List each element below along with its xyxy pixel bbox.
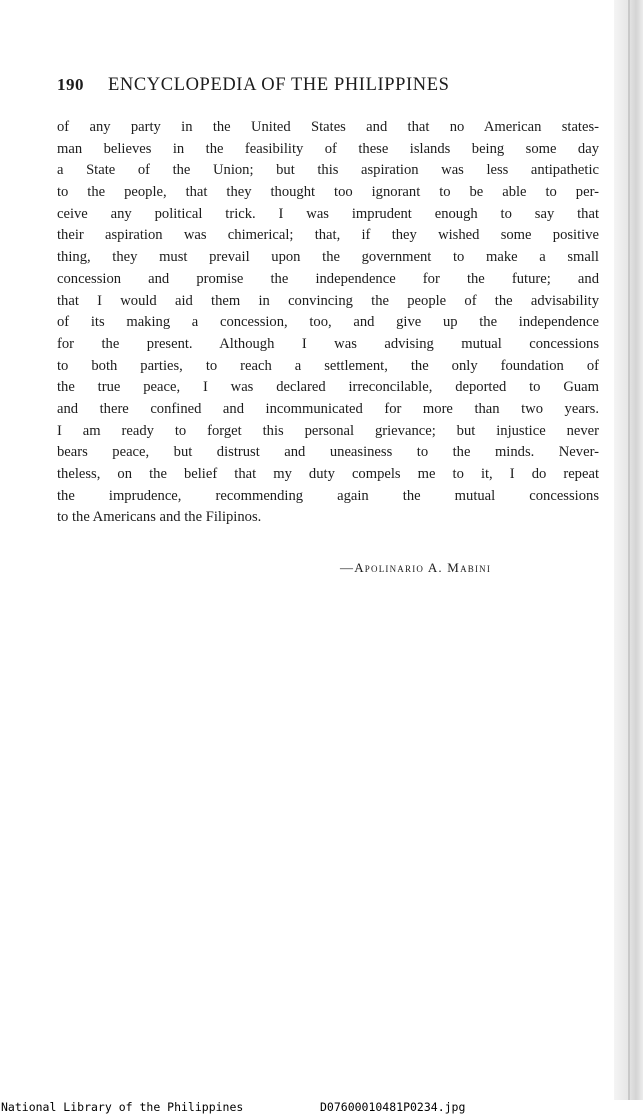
text-line: their aspiration was chimerical; that, if they wished some positive bbox=[57, 227, 599, 244]
text-line: of any party in the United States and that no American states- bbox=[57, 119, 599, 135]
scan-filename: D07600010481P0234.jpg bbox=[320, 1100, 466, 1114]
text-line: I am ready to forget this personal grievance; but injustice never bbox=[57, 422, 599, 439]
text-line: the imprudence, recommending again the mutual concessions bbox=[57, 487, 599, 504]
author-signature: —Apolinario A. Mabini bbox=[340, 560, 492, 575]
scan-footer bbox=[0, 1100, 643, 1115]
body-paragraph bbox=[57, 117, 599, 529]
text-line: of its making a concession, too, and give up the independence bbox=[57, 314, 599, 331]
text-line: man believes in the feasibility of these islands being some day bbox=[57, 140, 599, 157]
book-page-edge bbox=[614, 0, 643, 1100]
text-line: that I would aid them in convincing the people of the advisability bbox=[57, 292, 599, 309]
text-line: and there confined and incommunicated for more than two years. bbox=[57, 400, 599, 417]
text-line: to both parties, to reach a settlement, the only foundation of bbox=[57, 357, 599, 374]
text-line: thing, they must prevail upon the government to make a small bbox=[57, 249, 599, 266]
library-credit: National Library of the Philippines bbox=[1, 1100, 244, 1114]
text-line: to the Americans and the Filipinos. bbox=[57, 509, 262, 526]
running-head bbox=[57, 75, 537, 99]
text-line: concession and promise the independence for the future; and bbox=[57, 270, 599, 287]
text-line: for the present. Although I was advising mutual concessions bbox=[57, 335, 599, 352]
text-line: a State of the Union; but this aspiration was less antipathetic bbox=[57, 162, 599, 179]
text-line: theless, on the belief that my duty compels me to it, I do repeat bbox=[57, 466, 599, 482]
book-title: ENCYCLOPEDIA OF THE PHILIPPINES bbox=[108, 75, 450, 95]
page-number: 190 bbox=[57, 75, 84, 94]
text-line: the true peace, I was declared irreconcilable, deported to Guam bbox=[57, 379, 599, 396]
text-line: to the people, that they thought too ignorant to be able to per- bbox=[57, 184, 599, 201]
text-line: ceive any political trick. I was imprudent enough to say that bbox=[57, 205, 599, 222]
text-line: bears peace, but distrust and uneasiness to the minds. Never- bbox=[57, 444, 599, 461]
